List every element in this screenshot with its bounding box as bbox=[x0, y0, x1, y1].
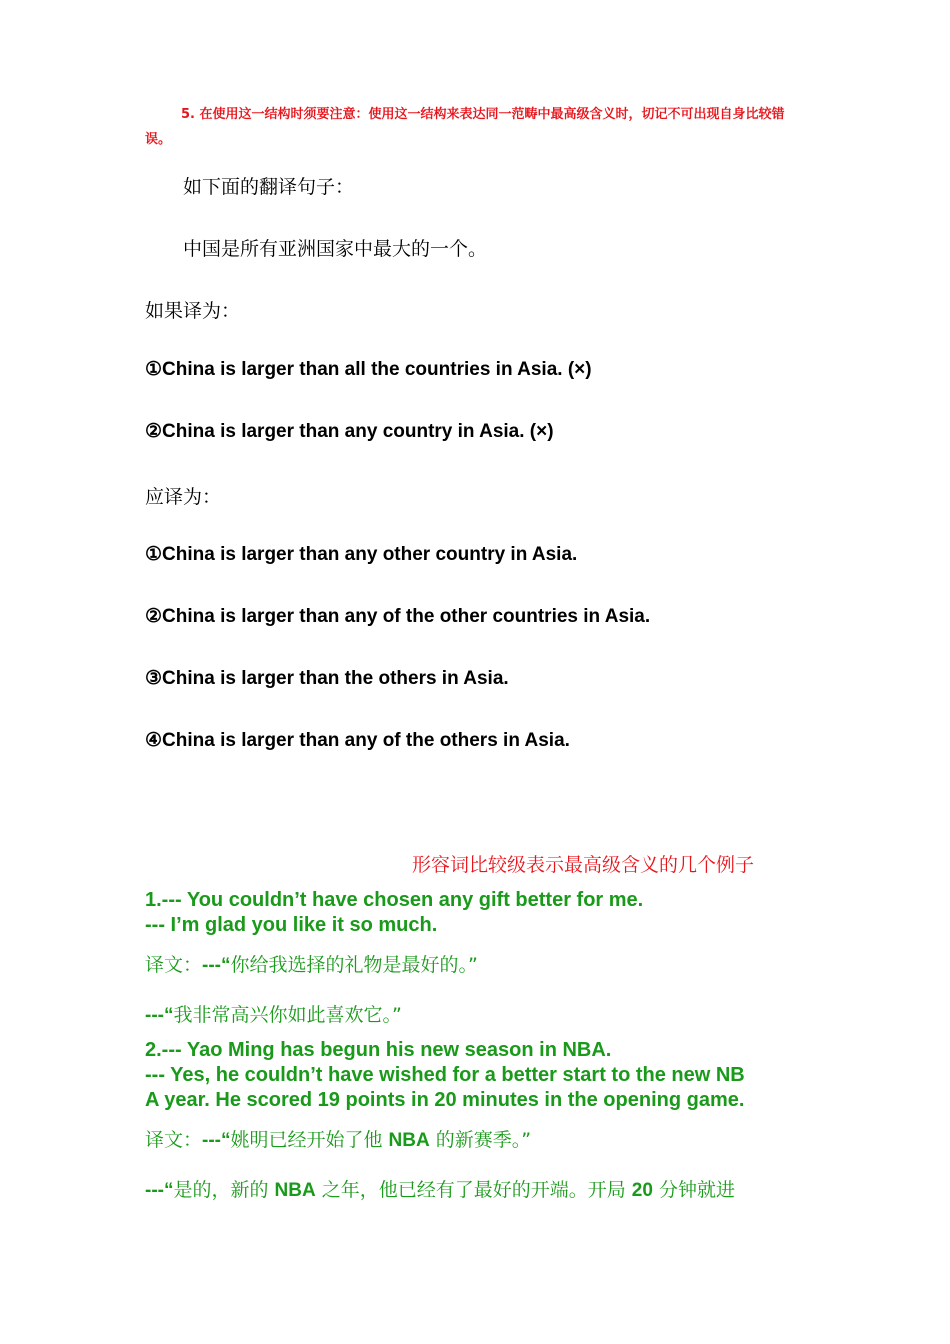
intro-line-1: 如下面的翻译句子： bbox=[183, 176, 355, 198]
translation-text-a: 是的，新的 bbox=[173, 1179, 275, 1201]
correct-translation-3: ③China is larger than the others in Asia. bbox=[145, 668, 509, 689]
correct-translation-1: ①China is larger than any other country in Asia. bbox=[145, 544, 578, 565]
translation-nba: NBA bbox=[388, 1130, 430, 1151]
wrong-translation-1: ①China is larger than all the countries in Asia. (×) bbox=[145, 359, 592, 380]
example-2-line-2: --- Yes, he couldn’t have wished for a better start to the new NB bbox=[145, 1064, 745, 1086]
correct-translation-2: ②China is larger than any of the other countries in Asia. bbox=[145, 606, 651, 627]
example-1-translation-1 bbox=[145, 950, 478, 977]
translation-dash: ---“ bbox=[202, 1130, 231, 1151]
note-paragraph: 5. 在使用这一结构时须要注意：使用这一结构来表达同一范畴中最高级含义时，切记不可出现自身比较错误。 bbox=[145, 107, 785, 147]
wrong-translation-2: ②China is larger than any country in Asia. (×) bbox=[145, 421, 554, 442]
translation-dash: ---“ bbox=[145, 1180, 174, 1201]
translation-text: 我非常高兴你如此喜欢它。” bbox=[173, 1004, 402, 1026]
translation-dash: ---“ bbox=[202, 955, 231, 976]
intro-line-3: 如果译为： bbox=[145, 300, 241, 322]
translation-text-a: 姚明已经开始了他 bbox=[230, 1129, 389, 1151]
example-2-translation-2 bbox=[145, 1175, 735, 1202]
example-1-line-1: 1.--- You couldn’t have chosen any gift better for me. bbox=[145, 889, 644, 911]
translation-text-c: 分钟就进 bbox=[652, 1179, 735, 1201]
intro-line-2: 中国是所有亚洲国家中最大的一个。 bbox=[183, 238, 488, 260]
example-1-translation-2 bbox=[145, 1000, 402, 1027]
correct-translation-4: ④China is larger than any of the others in Asia. bbox=[145, 730, 570, 751]
section-title: 形容词比较级表示最高级含义的几个例子 bbox=[412, 854, 755, 876]
translation-prefix: 译文： bbox=[145, 1129, 203, 1151]
translation-dash: ---“ bbox=[145, 1005, 174, 1026]
example-1-line-2: --- I’m glad you like it so much. bbox=[145, 914, 438, 936]
translation-number: 20 bbox=[631, 1180, 653, 1201]
example-2-line-1: 2.--- Yao Ming has begun his new season in NBA. bbox=[145, 1039, 612, 1061]
should-translate-label: 应译为： bbox=[145, 486, 222, 508]
example-2-line-3: A year. He scored 19 points in 20 minutes in the opening game. bbox=[145, 1089, 745, 1111]
example-2-translation-1 bbox=[145, 1125, 531, 1152]
translation-text-b: 之年，他已经有了最好的开端。开局 bbox=[315, 1179, 632, 1201]
translation-text-b: 的新赛季。” bbox=[429, 1129, 532, 1151]
translation-prefix: 译文： bbox=[145, 954, 203, 976]
translation-text: 你给我选择的礼物是最好的。” bbox=[230, 954, 478, 976]
translation-nba: NBA bbox=[274, 1180, 316, 1201]
